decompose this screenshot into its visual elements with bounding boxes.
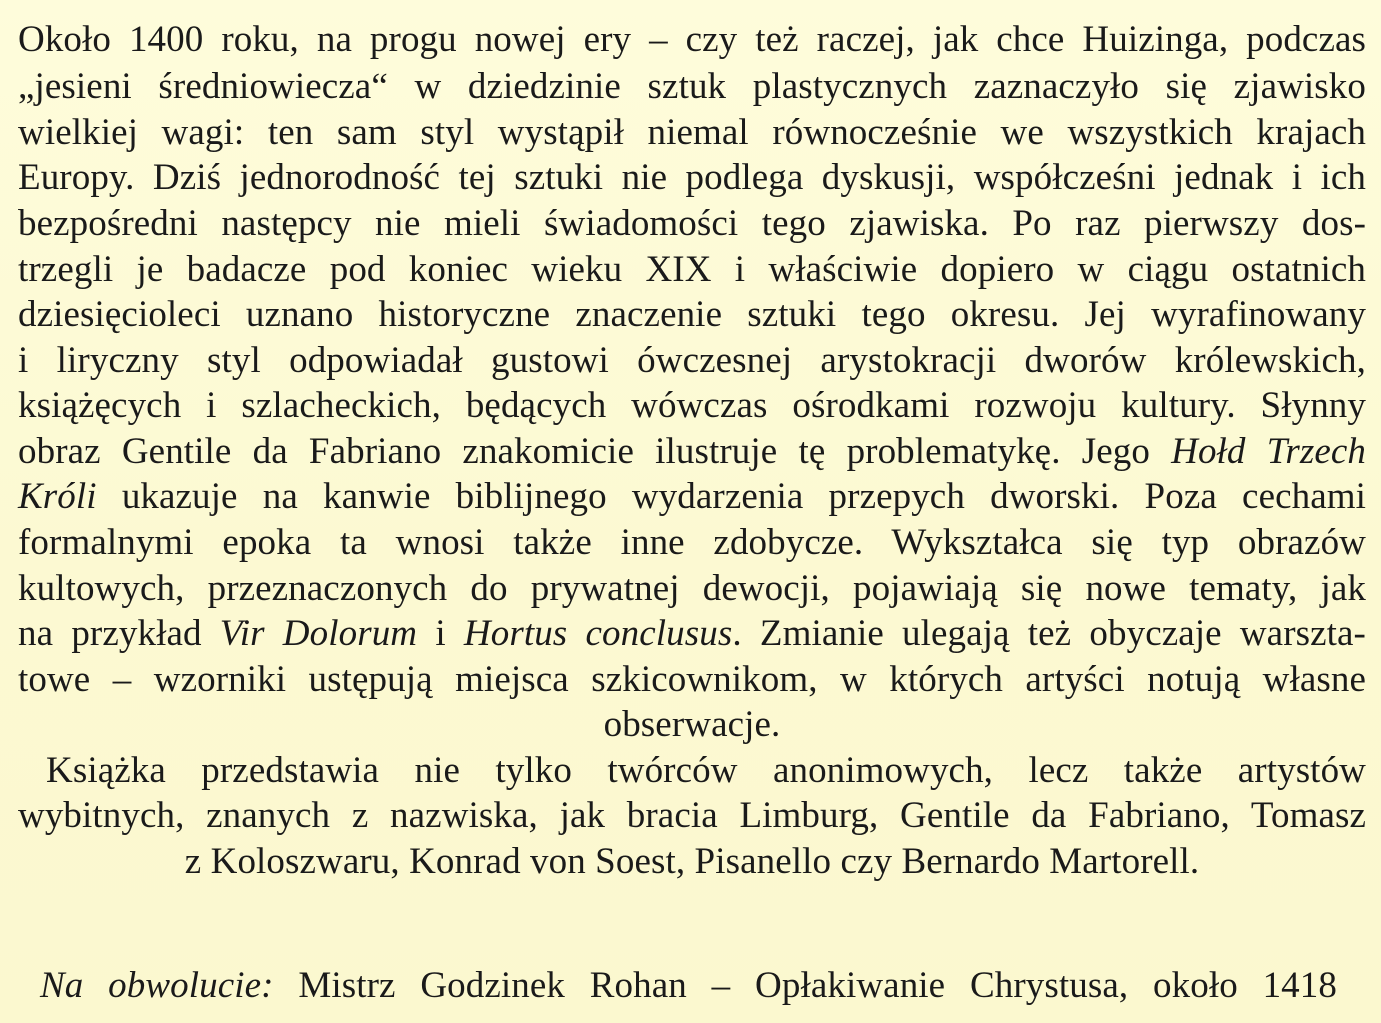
line-text: ukazuje na kanwie biblijnego wydarzenia przepych dworski. Poza cechami [96,476,1366,517]
paragraph1-line: Europy. Dziś jednorodność tej sztuki nie podlega dyskusji, współcześni jednak i ich [18,157,1366,198]
paragraph1-line: książęcych i szlacheckich, będących wówczas ośrodkami rozwoju kultury. Słynny [18,385,1366,426]
paragraph1-line [18,429,1366,474]
paragraph2-last-line: z Koloszwaru, Konrad von Soest, Pisanello czy Bernardo Martorell. [184,841,1200,882]
paragraph1-line [18,611,1366,656]
line-text: obraz Gentile da Fabriano znakomicie ilustruje tę problematykę. Jego [18,431,1172,472]
paragraph1-line: Około 1400 roku, na progu nowej ery – czy też raczej, jak chce Huizinga, podczas [18,19,1366,60]
paragraph1-line: wielkiej wagi: ten sam styl wystąpił niemal równocześnie we wszystkich krajach [18,112,1366,153]
paragraph1-line: bezpośredni następcy nie mieli świadomości tego zjawiska. Po raz pierwszy dos- [18,203,1366,244]
paragraph1-line: trzegli je badacze pod koniec wieku XIX i właściwie dopiero w ciągu ostatnich [18,249,1366,290]
caption-text: Mistrz Godzinek Rohan – Opłakiwanie Chrystusa, około 1418 [273,965,1337,1006]
paragraph2-line: wybitnych, znanych z nazwiska, jak bracia Limburg, Gentile da Fabriano, Tomasz [18,795,1366,836]
paragraph1-line: i liryczny styl odpowiadał gustowi ówczesnej arystokracji dworów królewskich, [18,340,1366,381]
paragraph1-last-line: obserwacje. [603,704,781,745]
line-text: . Zmianie ulegają też obyczaje warszta- [732,613,1366,654]
paragraph1-line: kultowych, przeznaczonych do prywatnej dewocji, pojawiają się nowe tematy, jak [18,568,1366,609]
cover-caption [40,963,1337,1008]
paragraph2-first-line: Książka przedstawia nie tylko twórców anonimowych, lecz także artystów [46,750,1366,791]
caption-label: Na obwolucie: [40,965,274,1006]
paragraph1-line: formalnymi epoka ta wnosi także inne zdobycze. Wykształca się typ obrazów [18,522,1366,563]
paragraph1-line [18,474,1366,519]
line-text: na przykład [18,613,220,654]
theme-name-italic: Vir Dolorum [219,613,418,654]
paragraph1-line: dziesięcioleci uznano historyczne znaczenie sztuki tego okresu. Jej wyrafinowany [18,294,1366,335]
artwork-title-italic: Króli [18,476,97,517]
artwork-title-italic: Hołd Trzech [1171,431,1366,472]
line-text: i [417,613,464,654]
paragraph1-line: „jesieni średniowiecza“ w dziedzinie sztuk plastycznych zaznaczyło się zjawisko [18,66,1366,107]
theme-name-italic: Hortus conclusus [463,613,733,654]
paragraph1-line: towe – wzorniki ustępują miejsca szkicownikom, w których artyści notują własne [18,659,1366,700]
